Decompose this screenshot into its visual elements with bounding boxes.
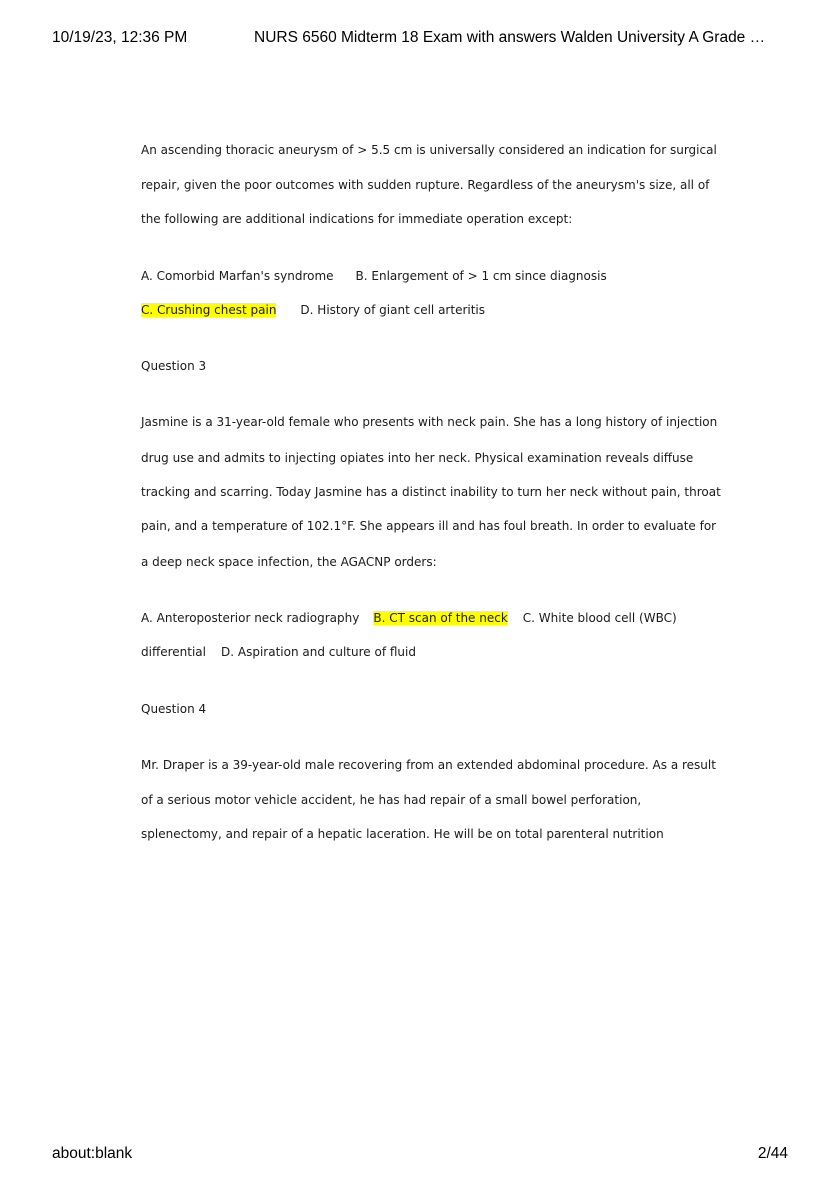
q4-stem-line-2: of a serious motor vehicle accident, he has had repair of a small bowel perforation, (141, 793, 642, 807)
q2-option-c-correct-answer: C. Crushing chest pain (141, 303, 277, 317)
q3-stem-line-2: drug use and admits to injecting opiates into her neck. Physical examination reveals diffuse (141, 451, 694, 465)
q3-options-row-1 (141, 609, 677, 627)
document-title: NURS 6560 Midterm 18 Exam with answers Walden University A Grade … (254, 29, 766, 46)
q2-option-a: A. Comorbid Marfan's syndrome (141, 269, 334, 283)
q3-option-c: C. White blood cell (WBC) (522, 611, 677, 625)
q4-label: Question 4 (141, 702, 207, 716)
q4-stem-line-1: Mr. Draper is a 39-year-old male recovering from an extended abdominal procedure. As a result (141, 758, 716, 772)
q3-option-d: D. Aspiration and culture of fluid (221, 645, 416, 659)
q2-options-row-1 (141, 267, 607, 285)
print-header (52, 29, 788, 51)
q3-option-b-correct-answer: B. CT scan of the neck (373, 611, 508, 625)
q2-option-b: B. Enlargement of > 1 cm since diagnosis (355, 269, 607, 283)
q2-stem-line-3: the following are additional indications for immediate operation except: (141, 212, 573, 226)
q3-stem-line-4: pain, and a temperature of 102.1°F. She appears ill and has foul breath. In order to evaluate for (141, 519, 717, 533)
q3-stem-line-5: a deep neck space infection, the AGACNP orders: (141, 555, 437, 569)
q2-stem-line-1: An ascending thoracic aneurysm of > 5.5 cm is universally considered an indication for surgical (141, 143, 717, 157)
q2-option-d: D. History of giant cell arteritis (300, 303, 486, 317)
q2-options-row-2 (141, 301, 485, 319)
q3-option-c-continued: differential (141, 645, 206, 659)
print-footer (52, 1145, 788, 1167)
q3-label: Question 3 (141, 359, 207, 373)
q3-options-row-2 (141, 643, 416, 661)
print-datetime: 10/19/23, 12:36 PM (52, 29, 188, 46)
q3-stem-line-3: tracking and scarring. Today Jasmine has a distinct inability to turn her neck without pain, throat (141, 485, 721, 499)
q3-option-a: A. Anteroposterior neck radiography (141, 611, 360, 625)
q2-stem-line-2: repair, given the poor outcomes with sudden rupture. Regardless of the aneurysm's size, all of (141, 178, 710, 192)
q4-stem-line-3: splenectomy, and repair of a hepatic laceration. He will be on total parenteral nutrition (141, 827, 664, 841)
page-url: about:blank (52, 1145, 133, 1162)
page-number: 2/44 (757, 1145, 788, 1162)
q3-stem-line-1: Jasmine is a 31-year-old female who presents with neck pain. She has a long history of injection (141, 415, 718, 429)
